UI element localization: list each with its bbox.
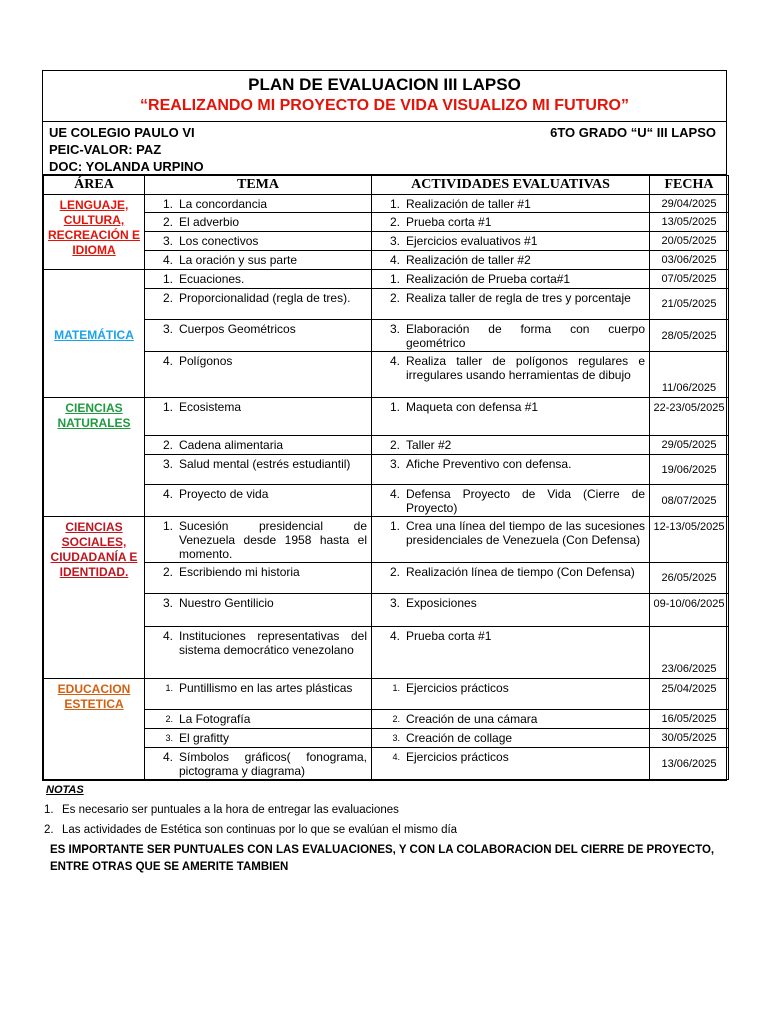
tema-cell [145,398,372,436]
tema-number: 4. [162,487,173,501]
tema-number: 1. [162,272,173,286]
table-row [44,485,729,517]
tema-number: 2. [162,438,173,452]
tema-text: Proporcionalidad (regla de tres). [179,291,351,305]
page-subtitle: “REALIZANDO MI PROYECTO DE VIDA VISUALIZO MI FUTURO” [140,97,629,114]
area-cell [44,679,145,780]
table-body [44,195,729,780]
tema-cell [145,563,372,594]
actividad-cell [372,517,650,563]
area-name: CIENCIAS SOCIALES, CIUDADANÍA E IDENTIDAD. [50,520,138,579]
tema-text: Símbolos gráficos( fonograma, pictograma y diagrama) [179,750,367,778]
tema-text: La concordancia [179,197,268,211]
tema-text: Proyecto de vida [179,487,269,501]
actividad-text: Defensa Proyecto de Vida (Cierre de Proyecto) [406,487,645,515]
area-name: EDUCACION ESTETICA [57,682,131,711]
note-number: 2. [44,824,54,836]
date-cell: 08/07/2025 [650,485,729,517]
tema-cell [145,352,372,398]
tema-cell [145,729,372,748]
table-row [44,213,729,232]
date-cell: 16/05/2025 [650,710,729,729]
tema-cell [145,320,372,352]
tema-number: 3. [165,733,173,743]
date-cell: 29/04/2025 [650,195,729,213]
tema-text: Instituciones representativas del sistema democrático venezolano [179,629,367,657]
actividad-text: Prueba corta #1 [406,629,492,643]
table-row [44,270,729,289]
tema-number: 3. [162,234,173,248]
actividad-text: Elaboración de forma con cuerpo geométrico [406,322,645,350]
date-cell: 29/05/2025 [650,436,729,455]
actividad-number: 1. [389,272,400,286]
area-cell [44,270,145,398]
tema-text: Ecosistema [179,400,242,414]
peic-value: PEIC-VALOR: PAZ [49,142,162,157]
actividad-cell [372,729,650,748]
date-cell: 13/05/2025 [650,213,729,232]
actividad-text: Prueba corta #1 [406,215,492,229]
actividad-cell [372,594,650,627]
actividad-cell [372,710,650,729]
date-cell: 03/06/2025 [650,251,729,270]
date-cell: 21/05/2025 [650,289,729,320]
actividad-text: Exposiciones [406,596,477,610]
tema-cell [145,594,372,627]
important-note: ES IMPORTANTE SER PUNTUALES CON LAS EVALUACIONES, Y CON LA COLABORACION DEL CIERRE DE PROYECTO, ENTRE OTRAS QUE SE AMERITE TAMBIEN [50,844,715,873]
note-item [44,824,734,836]
tema-number: 2. [165,714,173,724]
actividad-cell [372,436,650,455]
actividad-number: 2. [389,438,400,452]
table-row [44,455,729,485]
grade-label: 6TO GRADO “U“ III LAPSO [550,125,716,140]
actividad-cell [372,251,650,270]
table-row [44,398,729,436]
actividad-cell [372,270,650,289]
actividad-number: 4. [389,354,400,368]
tema-number: 2. [162,291,173,305]
tema-cell [145,455,372,485]
table-row [44,320,729,352]
date-cell: 28/05/2025 [650,320,729,352]
actividad-number: 3. [392,733,400,743]
area-cell [44,195,145,270]
date-cell: 07/05/2025 [650,270,729,289]
actividad-cell [372,320,650,352]
date-cell: 11/06/2025 [650,352,729,398]
date-cell: 12-13/05/2025 [650,517,729,563]
actividad-number: 1. [392,683,400,693]
actividad-number: 2. [392,714,400,724]
tema-number: 4. [162,629,173,643]
actividad-cell [372,627,650,679]
tema-number: 3. [162,322,173,336]
title-block [43,71,726,122]
actividad-cell [372,563,650,594]
actividad-text: Afiche Preventivo con defensa. [406,457,572,471]
area-name: CIENCIAS NATURALES [57,401,131,430]
actividad-cell [372,213,650,232]
tema-cell [145,679,372,710]
date-cell: 25/04/2025 [650,679,729,710]
table-row [44,352,729,398]
date-cell: 23/06/2025 [650,627,729,679]
tema-number: 1. [162,519,173,533]
tema-text: Escribiendo mi historia [179,565,300,579]
notes-title: NOTAS [46,784,84,796]
tema-text: Puntillismo en las artes plásticas [179,681,353,695]
tema-number: 3. [162,457,173,471]
evaluation-table [43,175,729,780]
tema-text: La Fotografía [179,712,251,726]
actividad-number: 1. [389,519,400,533]
table-row [44,517,729,563]
evaluation-plan [42,70,727,781]
date-cell: 09-10/06/2025 [650,594,729,627]
tema-cell [145,213,372,232]
actividad-cell [372,679,650,710]
tema-number: 1. [162,197,173,211]
date-cell: 22-23/05/2025 [650,398,729,436]
actividad-cell [372,232,650,251]
tema-cell [145,270,372,289]
actividad-number: 4. [389,253,400,267]
actividad-text: Taller #2 [406,438,452,452]
tema-cell [145,517,372,563]
table-row [44,729,729,748]
teacher-name: DOC: YOLANDA URPINO [49,159,204,174]
table-row [44,679,729,710]
area-cell [44,398,145,517]
tema-number: 3. [162,596,173,610]
column-header-fecha: FECHA [650,176,729,195]
actividad-cell [372,352,650,398]
actividad-cell [372,748,650,780]
table-row [44,563,729,594]
column-header-actividades: ACTIVIDADES EVALUATIVAS [372,176,650,195]
actividad-text: Realización línea de tiempo (Con Defensa) [406,565,635,579]
actividad-text: Creación de una cámara [406,712,538,726]
note-number: 1. [44,804,54,816]
info-block [43,122,726,175]
actividad-text: Realización de Prueba corta#1 [406,272,571,286]
notes-section [44,784,734,876]
table-row [44,195,729,213]
actividad-number: 4. [389,487,400,501]
actividad-text: Ejercicios prácticos [406,681,509,695]
area-cell [44,517,145,679]
actividad-number: 3. [389,234,400,248]
tema-text: Los conectivos [179,234,259,248]
actividad-number: 3. [389,596,400,610]
table-row [44,594,729,627]
area-name: LENGUAJE, CULTURA, RECREACIÓN E IDIOMA [47,198,140,257]
actividad-cell [372,195,650,213]
table-row [44,436,729,455]
date-cell: 19/06/2025 [650,455,729,485]
date-cell: 13/06/2025 [650,748,729,780]
note-text: Las actividades de Estética son continuas por lo que se evalúan el mismo día [62,824,458,836]
actividad-cell [372,455,650,485]
tema-cell [145,289,372,320]
area-name: MATEMÁTICA [54,327,134,342]
actividad-text: Realiza taller de regla de tres y porcentaje [406,291,631,305]
tema-cell [145,436,372,455]
document-frame [42,70,727,781]
actividad-number: 1. [389,197,400,211]
tema-text: Sucesión presidencial de Venezuela desde 1958 hasta el momento. [179,519,367,561]
tema-cell [145,195,372,213]
tema-cell [145,251,372,270]
school-name: UE COLEGIO PAULO VI [49,125,195,140]
note-text: Es necesario ser puntuales a la hora de entregar las evaluaciones [62,804,399,816]
actividad-number: 3. [389,457,400,471]
tema-number: 2. [162,215,173,229]
tema-cell [145,485,372,517]
tema-cell [145,710,372,729]
tema-number: 4. [162,354,173,368]
column-header-tema: TEMA [145,176,372,195]
actividad-text: Maqueta con defensa #1 [406,400,539,414]
actividad-text: Ejercicios prácticos [406,750,509,764]
actividad-cell [372,485,650,517]
note-item [44,804,734,816]
table-row [44,289,729,320]
tema-text: El grafitty [179,731,230,745]
tema-number: 1. [162,400,173,414]
actividad-number: 1. [389,400,400,414]
actividad-number: 3. [389,322,400,336]
tema-cell [145,748,372,780]
table-header-row [44,176,729,195]
actividad-text: Crea una línea del tiempo de las sucesiones presidenciales de Venezuela (Con Defensa) [406,519,645,547]
tema-text: La oración y sus parte [179,253,298,267]
actividad-number: 4. [389,629,400,643]
table-row [44,627,729,679]
page-title: PLAN DE EVALUACION III LAPSO [248,75,521,94]
tema-text: Cadena alimentaria [179,438,284,452]
tema-cell [145,232,372,251]
actividad-text: Realiza taller de polígonos regulares e irregulares usando herramientas de dibujo [406,354,645,382]
tema-text: Polígonos [179,354,233,368]
column-header-area: ÁREA [44,176,145,195]
table-row [44,710,729,729]
actividad-number: 2. [389,215,400,229]
actividad-cell [372,398,650,436]
date-cell: 20/05/2025 [650,232,729,251]
actividad-number: 2. [389,565,400,579]
actividad-text: Ejercicios evaluativos #1 [406,234,538,248]
tema-cell [145,627,372,679]
tema-number: 4. [162,253,173,267]
table-row [44,251,729,270]
actividad-text: Realización de taller #2 [406,253,531,267]
tema-text: Nuestro Gentilicio [179,596,274,610]
actividad-text: Creación de collage [406,731,513,745]
tema-text: Cuerpos Geométricos [179,322,296,336]
date-cell: 30/05/2025 [650,729,729,748]
tema-number: 1. [165,683,173,693]
table-row [44,232,729,251]
date-cell: 26/05/2025 [650,563,729,594]
tema-text: Ecuaciones. [179,272,245,286]
table-row [44,748,729,780]
tema-number: 4. [162,750,173,764]
tema-text: Salud mental (estrés estudiantil) [179,457,351,471]
actividad-text: Realización de taller #1 [406,197,531,211]
tema-number: 2. [162,565,173,579]
tema-text: El adverbio [179,215,240,229]
actividad-number: 4. [392,752,400,762]
actividad-cell [372,289,650,320]
actividad-number: 2. [389,291,400,305]
